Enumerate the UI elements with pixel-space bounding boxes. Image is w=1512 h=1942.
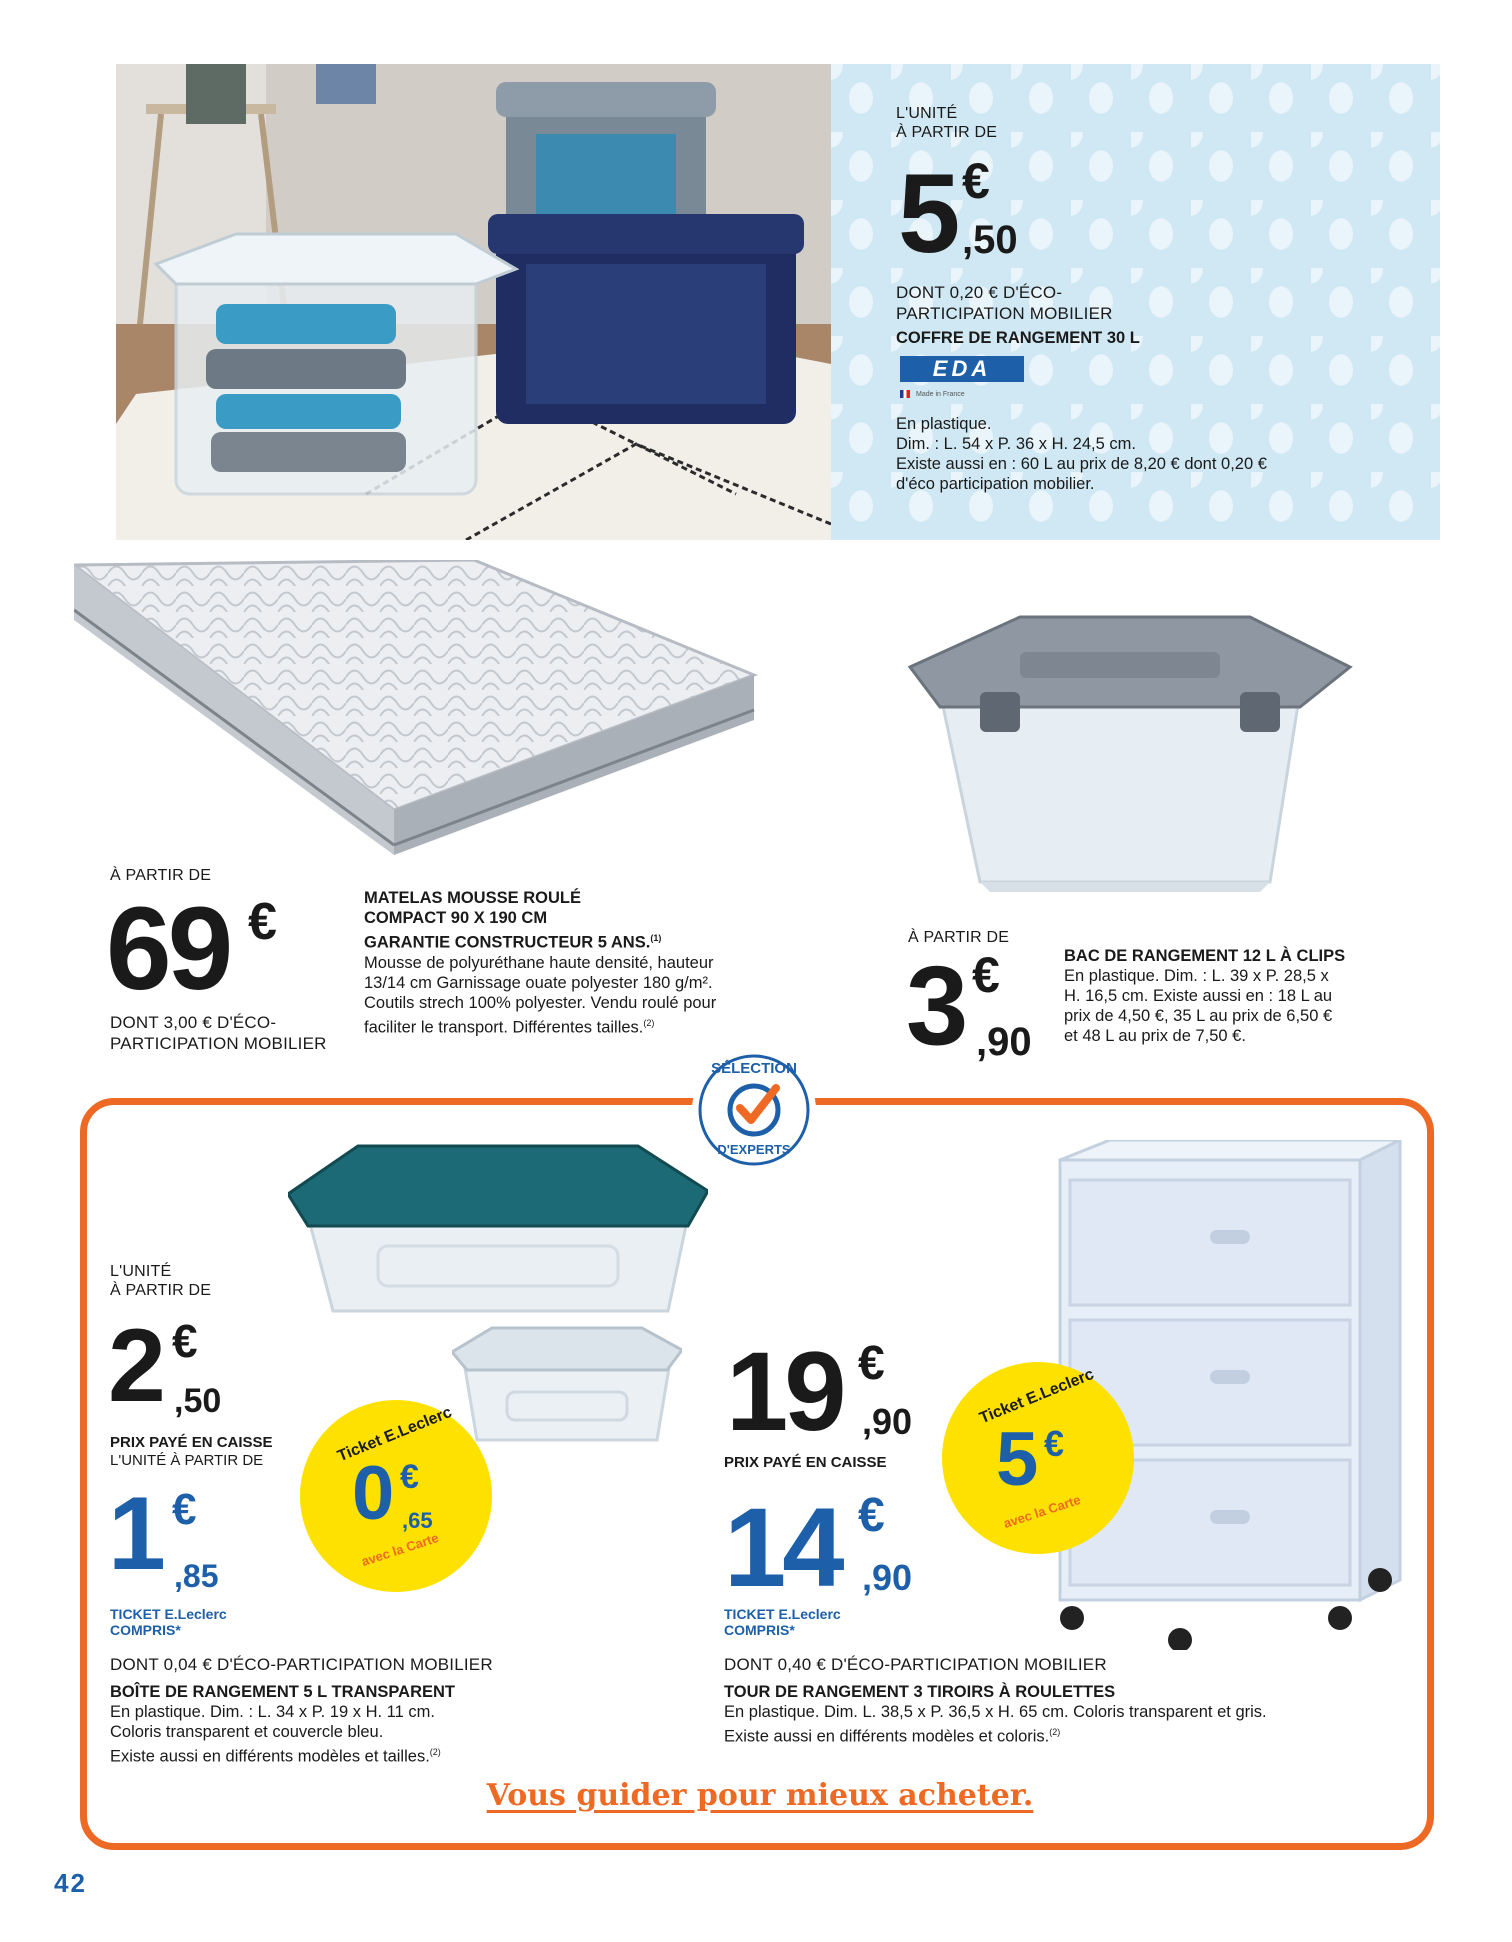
tower-ticket-currency: € [1044,1423,1065,1464]
eda-logo: EDA Made in France [900,356,1024,408]
box5l-info [110,1654,493,1767]
box5l-paid-currency: € [172,1485,197,1534]
box5l-ticket-currency: € [400,1458,419,1496]
hero-eco-participation: DONT 0,20 € D'ÉCO- PARTICIPATION MOBILIER [896,283,1113,323]
box5l-unit-label: L'UNITÉ À PARTIR DE [110,1263,212,1299]
hero-price-cents: ,50 [962,218,1018,262]
box5l-paid-integer: 1 [108,1476,162,1592]
tower-info [724,1654,1267,1747]
mattress-eco-participation: DONT 3,00 € D'ÉCO- PARTICIPATION MOBILIER [110,1013,327,1053]
box-5l-blue-lid-image [288,1136,708,1316]
box5l-paid-cents: ,85 [174,1558,219,1594]
tower-paid-currency: € [858,1489,885,1542]
selection-experts-badge [694,1050,814,1170]
tower-ticket-circle: Ticket E.Leclerc 5 € avec la Carte [942,1362,1134,1554]
hero-product-photo [116,64,831,540]
mattress-title: MATELAS MOUSSE ROULÉ COMPACT 90 X 190 CM GARANTIE CONSTRUCTEUR 5 ANS.$^{(1)}$ [364,889,662,952]
box5l-ticket-integer: 0 [352,1451,391,1536]
box5l-ticket-cents: ,65 [402,1508,433,1533]
france-flag-icon [900,390,910,398]
wheel-icon [1060,1606,1084,1630]
hero-description: En plastique. Dim. : L. 54 x P. 36 x H. 24,5 cm. Existe aussi en : 60 L au prix de 8,20 € dont 0,20 € d'éco participation mobilier. [896,415,1267,493]
box5l-paid-label: PRIX PAYÉ EN CAISSE L'UNITÉ À PARTIR DE [110,1434,273,1469]
tower-paid-integer: 14 [724,1485,841,1610]
bin-price-integer: 3 [906,943,965,1068]
bin-price-currency: € [972,947,1000,1003]
hero-unit-label: L'UNITÉ À PARTIR DE [896,105,998,141]
box5l-price-currency: € [172,1315,198,1367]
box5l-ticket-included: TICKET E.Leclerc COMPRIS* [110,1606,227,1638]
mattress-from-label: À PARTIR DE [110,867,212,884]
wheel-icon [1328,1606,1352,1630]
box5l-eco: DONT 0,04 € D'ÉCO-PARTICIPATION MOBILIER [110,1655,493,1674]
box5l-title: BOÎTE DE RANGEMENT 5 L TRANSPARENT [110,1683,455,1701]
mattress-info [364,888,716,1037]
storage-boxes-photo [116,64,831,540]
bin-price-cents: ,90 [976,1020,1032,1064]
hero-product-title: COFFRE DE RANGEMENT 30 L [896,329,1140,347]
box-5l-small-image [452,1322,682,1442]
hero-price-integer: 5 [898,151,957,276]
tower-ticket-included: TICKET E.Leclerc COMPRIS* [724,1606,841,1638]
badge-top-text: SÉLECTION [711,1060,797,1077]
bin-title: BAC DE RANGEMENT 12 L À CLIPS [1064,947,1346,965]
box5l-ticket-circle: Ticket E.Leclerc 0 € ,65 avec la Carte [300,1400,492,1592]
tower-ticket-integer: 5 [996,1417,1035,1502]
badge-bottom-text: D'EXPERTS [717,1142,791,1157]
page-number: 42 [54,1868,87,1898]
box5l-price-cents: ,50 [174,1382,222,1420]
wheel-icon [1368,1568,1392,1592]
box5l-price-integer: 2 [108,1308,162,1424]
tower-price-currency: € [858,1337,885,1390]
tower-eco: DONT 0,40 € D'ÉCO-PARTICIPATION MOBILIER [724,1655,1107,1674]
tower-paid-cents: ,90 [862,1557,913,1598]
bin-12l-image [900,612,1360,892]
bin-description: En plastique. Dim. : L. 39 x P. 28,5 x H. 16,5 cm. Existe aussi en : 18 L au prix de 4,50 €, 35 L au prix de 6,50 € et 48 L au prix de 7,50 €. [1064,967,1333,1045]
bin-info [1064,946,1345,1046]
tower-paid-label: PRIX PAYÉ EN CAISSE [724,1454,887,1471]
tower-price-integer: 19 [726,1329,843,1454]
tower-title: TOUR DE RANGEMENT 3 TIROIRS À ROULETTES [724,1683,1116,1701]
bin-from-label: À PARTIR DE [908,929,1010,946]
mattress-price-currency: € [248,893,277,951]
tower-price-cents: ,90 [862,1401,913,1442]
mattress-description: Mousse de polyuréthane haute densité, hauteur 13/14 cm Garnissage ouate polyester 180 g/m². Coutils strech 100% polyester. Vendu roulé pour faciliter le transport. Différentes tailles.$^{(2)}$ [364,953,717,1036]
tower-description: En plastique. Dim. L. 38,5 x P. 36,5 x H. 65 cm. Coloris transparent et gris. Existe aussi en différents modèles et coloris.$^{(2)}$ [724,1703,1267,1746]
footer-slogan: Vous guider pour mieux acheter. [486,1778,1034,1813]
mattress-image [74,560,774,860]
box5l-description: En plastique. Dim. : L. 34 x P. 19 x H. 11 cm. Coloris transparent et couvercle bleu. Existe aussi en différents modèles et tailles.$^{(2)}$ [110,1703,441,1766]
hero-price-currency: € [962,153,990,209]
wheel-icon [1168,1628,1192,1650]
mattress-price-integer: 69 [106,883,230,1015]
